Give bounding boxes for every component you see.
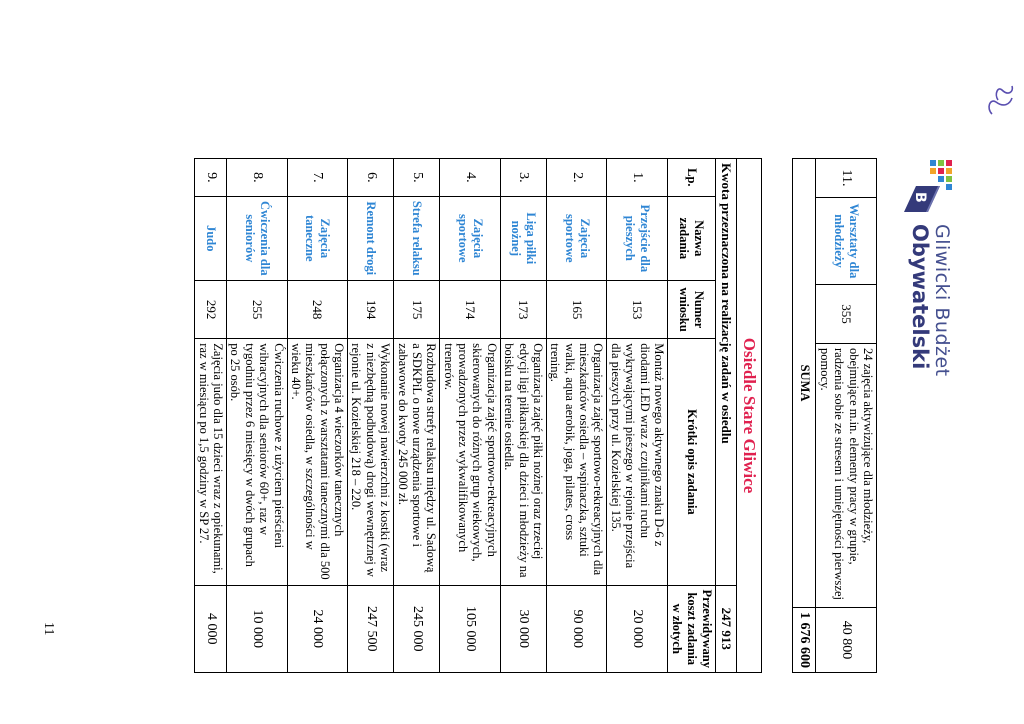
task-name: Remont drogi	[348, 196, 394, 280]
header-name: Nazwa zadania	[668, 196, 716, 280]
header-number: Numer wniosku	[668, 280, 716, 338]
header-amount: Przewidywany koszt zadania w złotych	[668, 585, 716, 672]
task-description: 24 zajęcia aktywizujące dla młodzieży, obejmujące m.in. elementy pracy w grupie, radzenia sobie ze stresem i umiejętności pierwszej pomocy.	[816, 344, 877, 608]
task-cost: 245 000	[394, 585, 440, 672]
previous-table	[793, 158, 878, 673]
task-description: Organizacja zajęć sportowo-rekreacyjnych skierowanych do różnych grup wiekowych, prowadzonych przez wykwalifikowanych trenerów.	[440, 339, 501, 585]
task-name: Zajęcia taneczne	[287, 196, 348, 280]
task-cost: 24 000	[287, 585, 348, 672]
task-cost: 20 000	[607, 585, 668, 672]
task-name: Strefa relaksu	[394, 196, 440, 280]
application-number: 175	[394, 280, 440, 338]
row-lp: 5.	[394, 159, 440, 197]
document-page	[0, 62, 1024, 668]
task-description: Organizacja zajęć piłki nożnej oraz trzeciej edycji ligi piłkarskiej dla dzieci i młodzieży na boisku na terenie osiedla.	[500, 339, 546, 585]
row-lp: 3.	[500, 159, 546, 197]
row-lp: 9.	[195, 159, 227, 197]
task-cost: 30 000	[500, 585, 546, 672]
sum-row	[793, 159, 816, 673]
task-description: Montaż nowego aktywnego znaku D-6 z diodami LED wraz z czujnikami ruchu wykrywającymi pieszego w rejonie przejścia dla pieszych przy ul. Kozielskiej 135.	[607, 339, 668, 585]
task-name: Ćwiczenia dla seniorów	[227, 196, 288, 280]
row-lp: 8.	[227, 159, 288, 197]
logo-line1: Gliwicki Budżet	[931, 224, 953, 377]
row-lp: 4.	[440, 159, 501, 197]
task-name: Liga piłki nożnej	[500, 196, 546, 280]
gbo-logo-icon	[902, 158, 958, 216]
row-lp: 1.	[607, 159, 668, 197]
table-row	[500, 159, 546, 673]
task-cost: 105 000	[440, 585, 501, 672]
application-number: 255	[227, 280, 288, 338]
header-desc: Krótki opis zadania	[668, 339, 716, 585]
task-cost: 247 500	[348, 585, 394, 672]
row-lp: 2.	[547, 159, 608, 197]
task-description: Organizacja zajęć sportowo-rekreacyjnych dla mieszkańców osiedla – wspinaczka, sztuki walki, aqua aerobik, joga, pilates, cross trening.	[547, 339, 608, 585]
application-number: 248	[287, 280, 348, 338]
application-number: 173	[500, 280, 546, 338]
table-row	[348, 159, 394, 673]
table-row	[287, 159, 348, 673]
task-description: Wykonanie nowej nawierzchni z kostki (wraz z niezbędną podbudową) drogi wewnętrznej w rejonie ul. Kozielskiej 218 – 220.	[348, 339, 394, 585]
logo-line2: Obywatelski	[908, 224, 933, 370]
budget-label: Kwota przeznaczona na realizację zadań w osiedlu	[716, 159, 737, 586]
task-cost: 90 000	[547, 585, 608, 672]
svg-text:B: B	[912, 192, 928, 203]
district-title: Osiedle Stare Gliwice	[737, 159, 762, 673]
task-cost: 10 000	[227, 585, 288, 672]
handwritten-mark	[982, 80, 1016, 120]
sum-label: SUMA	[793, 159, 816, 608]
table-row	[195, 159, 227, 673]
task-name: Warsztaty dla młodzieży	[816, 198, 877, 285]
header-row	[668, 159, 716, 673]
task-description: Organizacja 4 wieczorków tanecznych połączonych z warsztatami tanecznymi dla 500 mieszkańców osiedla, w szczególności w wieku 40+.	[287, 339, 348, 585]
table-row	[607, 159, 668, 673]
table-row	[816, 159, 877, 673]
gbo-logo	[902, 158, 958, 377]
row-lp: 6.	[348, 159, 394, 197]
table-row	[440, 159, 501, 673]
row-lp: 7.	[287, 159, 348, 197]
task-name: Zajęcia sportowe	[547, 196, 608, 280]
application-number: 174	[440, 280, 501, 338]
table-row	[547, 159, 608, 673]
row-lp: 11.	[816, 159, 877, 198]
application-number: 194	[348, 280, 394, 338]
budget-row	[716, 159, 737, 673]
district-table	[194, 158, 762, 673]
application-number: 292	[195, 280, 227, 338]
task-description: Zajęcia judo dla 15 dzieci wraz z opiekunami, raz w miesiącu po 1,5 godziny w SP 27.	[195, 339, 227, 585]
application-number: 165	[547, 280, 608, 338]
table-row	[394, 159, 440, 673]
task-name: Zajęcia sportowe	[440, 196, 501, 280]
district-title-row	[737, 159, 762, 673]
task-cost: 40 800	[816, 608, 877, 673]
application-number: 153	[607, 280, 668, 338]
header-lp: Lp.	[668, 159, 716, 197]
task-cost: 4 000	[195, 585, 227, 672]
sum-value: 1 676 600	[793, 608, 816, 673]
page-number: 11	[41, 622, 56, 636]
task-name: Przejście dla pieszych	[607, 196, 668, 280]
task-name: Judo	[195, 196, 227, 280]
task-description: Rozbudowa strefy relaksu między ul. Sadową a SDKPiL o nowe urządzenia sportowe i zabawowe do kwoty 245 000 zł.	[394, 339, 440, 585]
task-description: Ćwiczenia ruchowe z użyciem pierścieni wibracyjnych dla seniorów 60+, raz w tygodniu przez 6 miesięcy w dwóch grupach po 25 osób.	[227, 339, 288, 585]
application-number: 355	[816, 285, 877, 344]
budget-value: 247 913	[716, 585, 737, 672]
table-row	[227, 159, 288, 673]
